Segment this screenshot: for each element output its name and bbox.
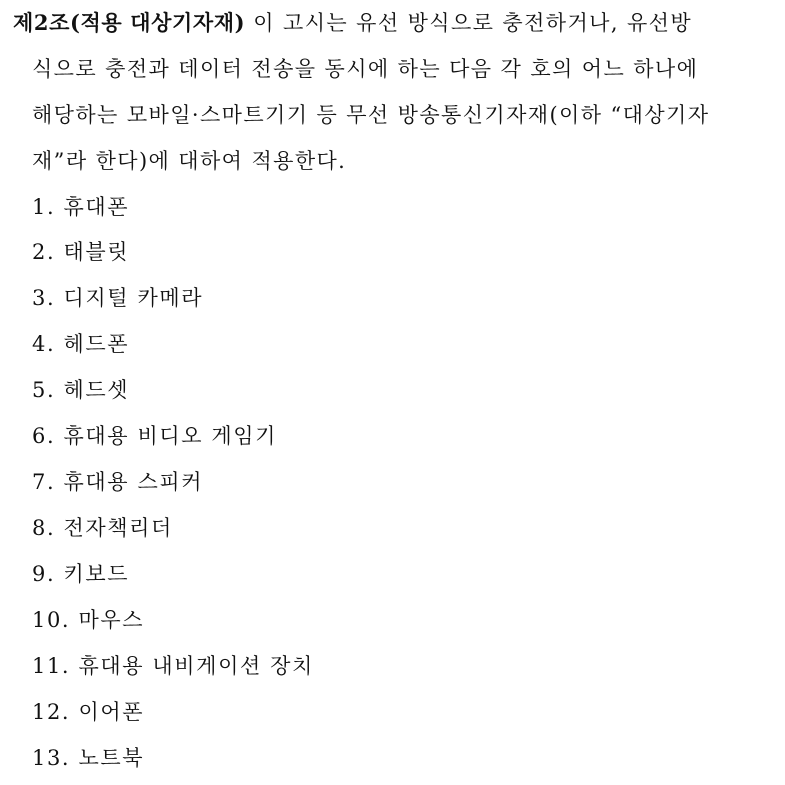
list-item: 2. 태블릿	[32, 240, 130, 264]
article-first-line	[13, 8, 692, 38]
article-body-line-3: 해당하는 모바일·스마트기기 등 무선 방송통신기자재(이하 “대상기자	[32, 103, 710, 127]
list-item: 8. 전자책리더	[32, 516, 173, 540]
article-heading: 제2조(적용 대상기자재)	[13, 10, 246, 35]
list-item: 12. 이어폰	[32, 700, 145, 724]
list-item: 5. 헤드셋	[32, 378, 130, 402]
list-item: 4. 헤드폰	[32, 332, 130, 356]
article-body-line-1: 이 고시는 유선 방식으로 충전하거나, 유선방	[245, 11, 693, 35]
list-item: 9. 키보드	[32, 562, 130, 586]
list-item: 13. 노트북	[32, 746, 145, 770]
list-item: 1. 휴대폰	[32, 195, 130, 219]
list-item: 10. 마우스	[32, 608, 145, 632]
article-body-line-4: 재”라 한다)에 대하여 적용한다.	[32, 149, 347, 173]
list-item: 3. 디지털 카메라	[32, 286, 204, 310]
list-item: 6. 휴대용 비디오 게임기	[32, 424, 278, 448]
list-item: 7. 휴대용 스피커	[32, 470, 204, 494]
list-item: 11. 휴대용 내비게이션 장치	[32, 654, 314, 678]
article-body-line-2: 식으로 충전과 데이터 전송을 동시에 하는 다음 각 호의 어느 하나에	[32, 57, 699, 81]
